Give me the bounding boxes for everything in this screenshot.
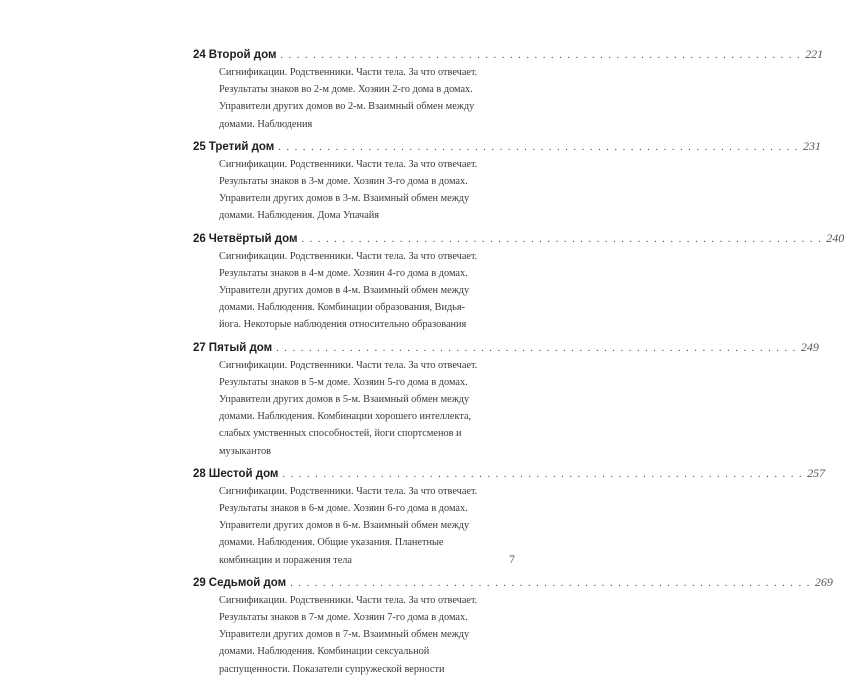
description-line: Результаты знаков в 3-м доме. Хозяин 3-го дома в домах. — [219, 176, 468, 188]
chapter-number: 25 — [193, 140, 206, 153]
description-line: домами. Наблюдения. Комбинации сексуальной — [219, 646, 430, 658]
dot-leader — [298, 230, 823, 250]
page-folio-number: 7 — [509, 552, 515, 566]
toc-entry-title[interactable] — [193, 573, 286, 593]
description-line: Сигнификации. Родственники. Части тела. За что отвечает. — [219, 158, 478, 170]
description-line: домами. Наблюдения. Дома Упачайя — [219, 210, 380, 222]
chapter-title: Шестой дом — [208, 467, 279, 480]
description-line: йога. Некоторые наблюдения относительно образования — [219, 319, 467, 331]
chapter-number: 27 — [193, 341, 206, 354]
chapter-number: 29 — [193, 576, 206, 589]
toc-entry-24[interactable] — [193, 44, 824, 136]
description-line: слабых умственных способностей, йоги спортсменов и — [219, 428, 462, 440]
description-line: Управители других домов во 2-м. Взаимный обмен между — [219, 101, 475, 113]
page-number: 249 — [800, 339, 819, 354]
description-line: Результаты знаков в 4-м доме. Хозяин 4-го дома в домах. — [219, 267, 468, 279]
chapter-title: Седьмой дом — [208, 576, 287, 589]
toc-entry-heading[interactable] — [193, 572, 833, 592]
description-line: Результаты знаков во 2-м доме. Хозяин 2-го дома в домах. — [219, 84, 473, 96]
chapter-number: 24 — [193, 49, 206, 61]
description-line: Сигнификации. Родственники. Части тела. За что отвечает. — [219, 485, 478, 497]
toc-entry-title[interactable] — [193, 137, 274, 157]
toc-entry-description — [219, 248, 508, 337]
chapter-number: 26 — [193, 232, 206, 245]
description-line: домами. Наблюдения — [219, 118, 313, 130]
toc-entry-29[interactable] — [193, 572, 833, 681]
description-line: Сигнификации. Родственники. Части тела. За что отвечает. — [219, 250, 478, 262]
toc-entry-title[interactable] — [193, 229, 298, 249]
toc-entry-description — [219, 156, 508, 228]
dot-leader — [274, 138, 799, 158]
description-line: домами. Наблюдения. Комбинации хорошего интеллекта, — [219, 411, 472, 423]
toc-entry-heading[interactable] — [193, 136, 822, 156]
chapter-number: 28 — [193, 467, 206, 480]
table-of-contents — [193, 44, 844, 681]
toc-entry-25[interactable] — [193, 136, 822, 228]
description-line: Управители других домов в 7-м. Взаимный обмен между — [219, 629, 470, 641]
toc-entry-heading[interactable] — [193, 337, 819, 357]
toc-entry-heading[interactable] — [193, 463, 826, 483]
page-number: 221 — [805, 47, 824, 61]
description-line: Результаты знаков в 5-м доме. Хозяин 5-го дома в домах. — [219, 376, 468, 388]
description-line: Управители других домов в 6-м. Взаимный обмен между — [219, 520, 470, 532]
description-line: Управители других домов в 4-м. Взаимный обмен между — [219, 285, 470, 297]
dot-leader — [276, 46, 801, 66]
chapter-title: Четвёртый дом — [208, 232, 298, 245]
description-line: Результаты знаков в 7-м доме. Хозяин 7-го дома в домах. — [219, 612, 468, 624]
dot-leader — [272, 339, 797, 359]
description-line: Управители других домов в 5-м. Взаимный обмен между — [219, 394, 470, 406]
description-line: музыкантов — [219, 445, 271, 457]
dot-leader — [286, 574, 811, 594]
description-line: Сигнификации. Родственники. Части тела. За что отвечает. — [219, 359, 478, 371]
chapter-title: Пятый дом — [208, 341, 273, 354]
toc-entry-description — [219, 592, 508, 681]
description-line: Результаты знаков в 6-м доме. Хозяин 6-го дома в домах. — [219, 503, 468, 515]
toc-entry-description — [219, 483, 508, 572]
toc-entry-28[interactable] — [193, 463, 826, 572]
toc-entry-title[interactable] — [193, 464, 278, 484]
toc-entry-heading[interactable] — [193, 228, 844, 248]
toc-entry-title[interactable] — [193, 338, 272, 358]
toc-entry-description — [219, 357, 508, 463]
toc-entry-27[interactable] — [193, 337, 819, 463]
description-line: Сигнификации. Родственники. Части тела. За что отвечает. — [219, 67, 478, 78]
page-number: 240 — [826, 230, 844, 245]
toc-entry-description — [219, 64, 508, 136]
page-number: 269 — [814, 574, 833, 589]
chapter-title: Третий дом — [208, 140, 275, 153]
toc-entry-title[interactable] — [193, 45, 276, 65]
toc-entry-heading[interactable] — [193, 44, 824, 64]
description-line: домами. Наблюдения. Комбинации образования, Видья- — [219, 302, 466, 314]
description-line: распущенности. Показатели супружеской верности — [219, 663, 445, 675]
chapter-title: Второй дом — [208, 49, 277, 61]
description-line: домами. Наблюдения. Общие указания. Планетные — [219, 537, 444, 549]
description-line: Сигнификации. Родственники. Части тела. За что отвечает. — [219, 594, 478, 606]
dot-leader — [278, 465, 803, 485]
page-number: 231 — [803, 138, 822, 153]
description-line: Управители других домов в 3-м. Взаимный обмен между — [219, 193, 470, 205]
toc-entry-26[interactable] — [193, 228, 844, 337]
description-line: комбинации и поражения тела — [219, 554, 353, 566]
page-number: 257 — [807, 465, 826, 480]
